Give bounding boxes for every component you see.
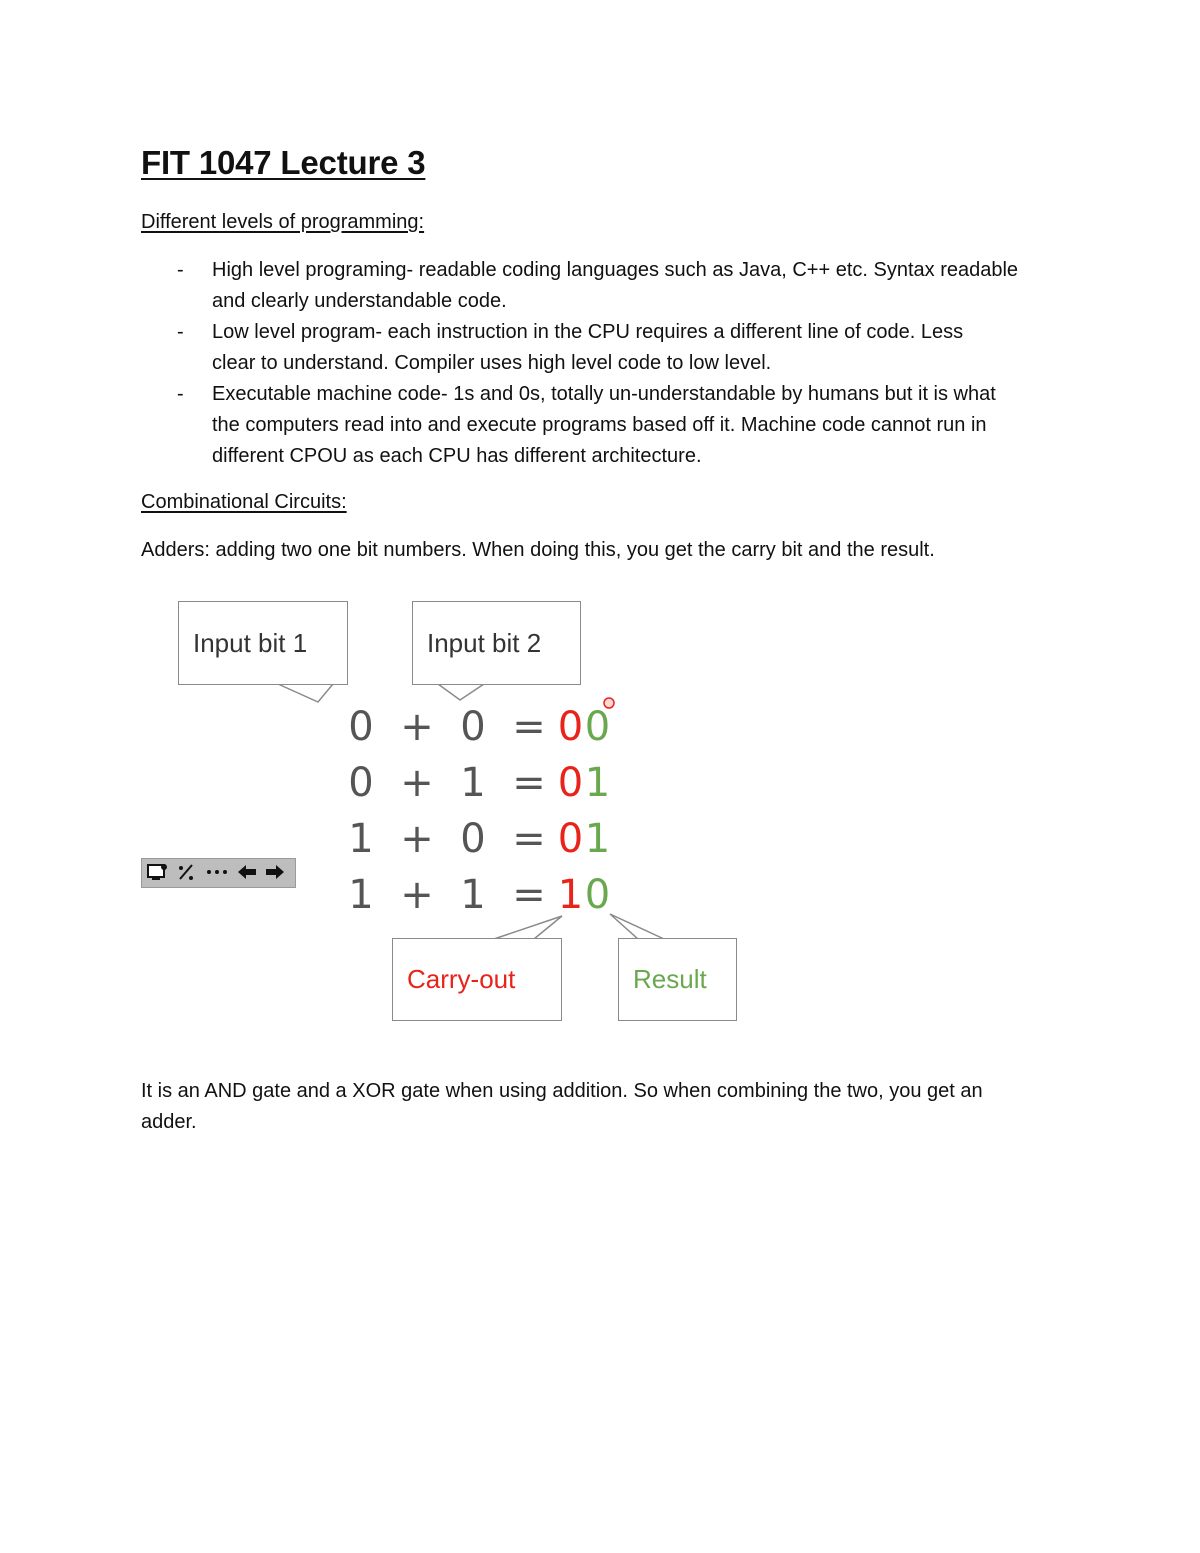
forward-arrow-icon[interactable] xyxy=(264,862,286,885)
callout-result xyxy=(618,938,737,1021)
bullet-dash: - xyxy=(177,321,184,343)
section-heading-combinational: Combinational Circuits: xyxy=(141,491,347,513)
sum-carry: 0 xyxy=(557,704,584,750)
conclusion-line: It is an AND gate and a XOR gate when using addition. So when combining the two, you get an xyxy=(141,1080,983,1102)
input1-pointer xyxy=(278,684,333,702)
sum-input-b: 0 xyxy=(460,704,486,750)
sum-carry: 0 xyxy=(557,760,584,806)
sum-equals: = xyxy=(512,760,546,806)
callout-carry-out xyxy=(392,938,562,1021)
back-arrow-icon[interactable] xyxy=(236,862,258,885)
pen-icon[interactable] xyxy=(176,862,198,885)
list-item-text: and clearly understandable code. xyxy=(212,290,507,312)
sum-result: 0 xyxy=(584,704,611,750)
callout-label: Result xyxy=(633,964,707,994)
sum-carry: 0 xyxy=(557,816,584,862)
sum-input-b: 1 xyxy=(460,760,486,806)
more-icon[interactable] xyxy=(204,862,230,885)
slide-toolbar xyxy=(141,858,296,888)
carry-pointer xyxy=(494,916,562,939)
sum-equals: = xyxy=(512,816,546,862)
sum-row xyxy=(333,760,611,806)
adders-paragraph: Adders: adding two one bit numbers. When doing this, you get the carry bit and the result. xyxy=(141,539,935,561)
sum-plus: + xyxy=(400,872,434,918)
section-heading-levels: Different levels of programming: xyxy=(141,211,425,233)
sum-carry: 1 xyxy=(557,872,584,918)
list-item-text: clear to understand. Compiler uses high level code to low level. xyxy=(212,352,772,374)
conclusion-line: adder. xyxy=(141,1111,197,1133)
bullet-dash: - xyxy=(177,383,184,405)
sum-equals: = xyxy=(512,872,546,918)
sum-result: 1 xyxy=(584,760,611,806)
sum-equals: = xyxy=(512,704,546,750)
conclusion-paragraph xyxy=(141,1076,1066,1138)
sum-input-b: 1 xyxy=(460,872,486,918)
sum-input-b: 0 xyxy=(460,816,486,862)
list-item-text: the computers read into and execute programs based off it. Machine code cannot run in xyxy=(212,414,987,436)
slide-icon[interactable] xyxy=(146,862,170,885)
sum-input-a: 0 xyxy=(348,704,374,750)
callout-label: Input bit 2 xyxy=(427,627,542,658)
sum-input-a: 0 xyxy=(348,760,374,806)
input2-pointer xyxy=(438,684,484,700)
callout-label: Input bit 1 xyxy=(193,627,308,658)
callout-label: Carry-out xyxy=(407,964,516,994)
sum-row xyxy=(333,872,611,918)
sum-plus: + xyxy=(400,760,434,806)
sum-result: 1 xyxy=(584,816,611,862)
sum-row xyxy=(333,704,611,750)
sum-plus: + xyxy=(400,704,434,750)
list-item-text: High level programing- readable coding languages such as Java, C++ etc. Syntax readable xyxy=(212,259,1019,281)
list-item-text: different CPOU as each CPU has different architecture. xyxy=(212,445,702,467)
list-item-text: Low level program- each instruction in the CPU requires a different line of code. Less xyxy=(212,321,964,343)
sum-plus: + xyxy=(400,816,434,862)
page-title: FIT 1047 Lecture 3 xyxy=(141,144,426,181)
sum-input-a: 1 xyxy=(348,872,374,918)
sum-input-a: 1 xyxy=(348,816,374,862)
sum-row xyxy=(333,816,611,862)
callout-input-bit-2 xyxy=(412,601,581,685)
callout-input-bit-1 xyxy=(178,601,348,685)
result-pointer xyxy=(610,914,664,939)
sum-result: 0 xyxy=(584,872,611,918)
list-item-text: Executable machine code- 1s and 0s, totally un-understandable by humans but it is what xyxy=(212,383,996,405)
bullet-dash: - xyxy=(177,259,184,281)
